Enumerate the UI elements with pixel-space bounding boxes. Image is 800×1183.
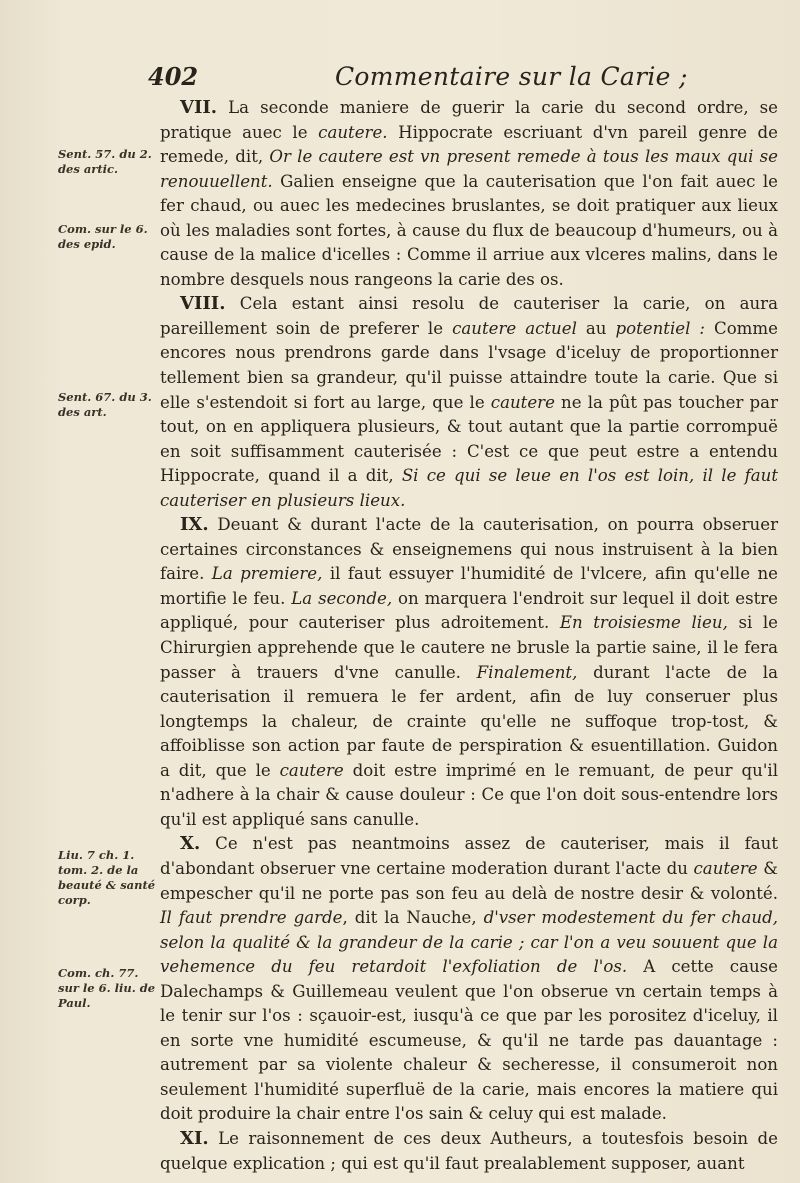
paragraph-number: IX. xyxy=(180,514,209,536)
italic-term: cautere xyxy=(693,858,758,878)
paragraph-number: VII. xyxy=(180,97,218,118)
text-run: Comme encores nous prendrons garde dans l'vsage d'iceluy de proportionner tellement bien sa grandeur, qu'il puisse attaindre toute la carie. Que si elle s'estendoit si fort au large, que le xyxy=(160,318,778,412)
margin-note-3: Sent. 67. du 3. des art. xyxy=(58,390,152,419)
paragraph-xi xyxy=(160,1127,778,1176)
paragraph-number: XI. xyxy=(180,1127,209,1149)
text-run: , dit la Nauche, xyxy=(342,908,484,928)
italic-term: cautere actuel xyxy=(452,318,577,338)
italic-quote: Or le cautere est vn present remede à tous les maux qui se renouuellent. xyxy=(160,147,778,191)
text-run: Deuant & durant l'acte de la cauterisation, on pourra obseruer certaines circonstances & enseignemens qui nous instruisent à la bien faire. xyxy=(160,515,778,584)
paragraph-vii xyxy=(160,96,778,292)
text-run: il faut essuyer l'humidité de l'vlcere, afin qu'elle ne mortifie le feu. xyxy=(160,564,778,608)
running-head: Commentaire sur la Carie ; xyxy=(335,62,688,91)
margin-note-2: Com. sur le 6. des epid. xyxy=(58,222,148,251)
paragraph-number: X. xyxy=(180,833,201,855)
margin-note-1: Sent. 57. du 2. des artic. xyxy=(58,147,152,176)
text-run: & empescher qu'il ne porte pas son feu au delà de nostre desir & volonté. xyxy=(160,858,778,903)
body-text xyxy=(160,96,778,1176)
text-run: Hippocrate escriuant d'vn pareil genre de remede, dit, xyxy=(160,122,778,167)
text-run: La seconde maniere de guerir la carie du second ordre, se pratique auec le xyxy=(160,98,778,142)
page-number: 402 xyxy=(148,62,199,91)
italic-term: cautere xyxy=(279,760,344,780)
text-run: ne la pût pas toucher par tout, on en appliquera plusieurs, & tout autant que la partie corrompuë en soit suffisamment cauterisée : C'est ce que peut estre a entendu Hippocrate, quand il a dit, xyxy=(160,392,779,486)
paragraph-ix xyxy=(160,513,778,832)
paragraph-viii xyxy=(160,292,778,513)
italic-term: La premiere, xyxy=(211,564,323,584)
paragraph-number: VIII. xyxy=(180,293,226,315)
italic-quote: d'vser modestement du fer chaud, selon la qualité & la grandeur de la carie ; car l'on a veu souuent que la vehemence du feu retardoit l'exfoliation de l'os. xyxy=(160,908,778,977)
italic-term: Finalement, xyxy=(476,662,578,682)
text-run: on marquera l'endroit sur lequel il doit estre appliqué, pour cauteriser plus adroitement. xyxy=(160,588,779,633)
text-run: doit estre imprimé en le remuant, de peur qu'il n'adhere à la chair & cause douleur : Ce que l'on doit sous-entendre lors qu'il est appliqué sans canulle. xyxy=(160,760,778,829)
italic-quote: Si ce qui se leue en l'os est loin, il le faut cauteriser en plusieurs lieux. xyxy=(160,466,778,510)
text-run: Ce n'est pas neantmoins assez de cauteriser, mais il faut d'abondant obseruer vne certaine moderation durant l'acte du xyxy=(160,834,778,878)
italic-quote: Il faut prendre garde xyxy=(160,908,343,928)
margin-note-5: Com. ch. 77. sur le 6. liu. de Paul. xyxy=(58,966,156,1010)
text-run: A cette cause Dalechamps & Guillemeau veulent que l'on obserue vn certain temps à le tenir sur l'os : sçauoir-est, iusqu'à ce que par les porositez d'iceluy, il en sorte vne humidité escumeuse, & qu'il ne tarde pas dauantage : autrement par sa violente chaleur & secheresse, il consumeroit non seulement l'humidité superfluë de la carie, mais encores la matiere qui doit produire la chair entre l'os sain & celuy qui est malade. xyxy=(160,957,778,1124)
paragraph-x xyxy=(160,832,778,1127)
italic-term: cautere xyxy=(490,392,555,412)
text-run: Cela estant ainsi resolu de cauteriser la carie, on aura pareillement soin de preferer le xyxy=(160,294,778,338)
italic-term: En troisiesme lieu, xyxy=(559,613,728,633)
text-run: au xyxy=(576,318,616,338)
margin-note-4: Liu. 7 ch. 1. tom. 2. de la beauté & santé corp. xyxy=(58,848,156,907)
text-run: Galien enseigne que la cauterisation que l'on fait auec le fer chaud, ou auec les medecines bruslantes, se doit pratiquer aux lieux où les maladies sont fortes, à cause du flux de beaucoup d'humeurs, ou à cause de la malice d'icelles : Comme il arriue aux vlceres malins, dans le nombre desquels nous rangeons la carie des os. xyxy=(160,171,778,289)
italic-term: cautere. xyxy=(318,122,388,142)
text-run: Le raisonnement de ces deux Autheurs, a toutesfois besoin de quelque explication ; qui est qu'il faut prealablement supposer, auant xyxy=(160,1128,778,1173)
text-run: si le Chirurgien apprehende que le cautere ne brusle la partie saine, il le fera passer à trauers d'vne canulle. xyxy=(160,613,778,682)
page-header xyxy=(140,62,688,96)
italic-term: La seconde, xyxy=(291,588,393,608)
italic-term: potentiel : xyxy=(615,318,705,338)
text-run: durant l'acte de la cauterisation il remuera le fer ardent, afin de luy conseruer plus longtemps la chaleur, de crainte qu'elle ne suffoque trop-tost, & affoiblisse son action par faute de perspiration & esuentillation. Guidon a dit, que le xyxy=(160,662,778,780)
